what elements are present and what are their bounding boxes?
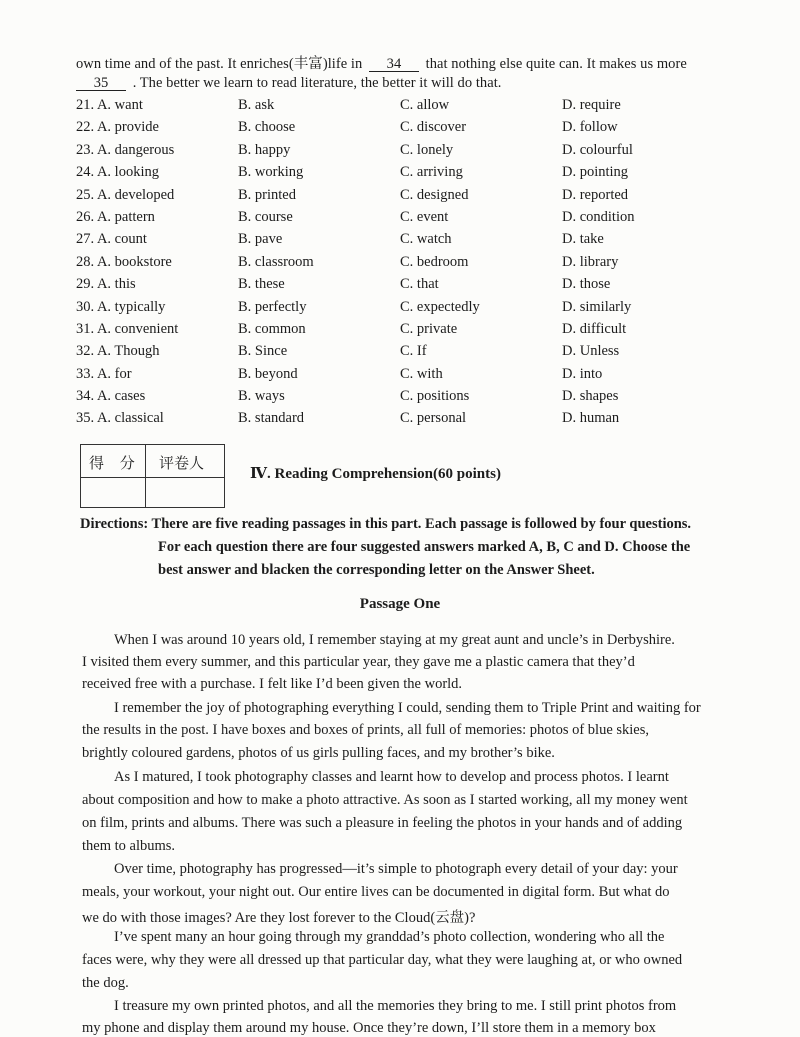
option-c: C. event: [400, 208, 449, 225]
option-b: B. perfectly: [238, 298, 307, 315]
grader-label: 评卷人: [159, 456, 205, 472]
option-d: D. those: [562, 276, 611, 293]
option-b: B. Since: [238, 343, 288, 360]
passage-line: faces were, why they were all dressed up that particular day, what they were laughing at, or who owned: [82, 952, 683, 968]
blank-35: 35: [76, 76, 126, 91]
option-b: B. common: [238, 320, 306, 337]
score-label: 得 分: [89, 456, 141, 472]
question-row: [76, 343, 756, 365]
option-d: D. library: [562, 253, 619, 270]
intro-line-1: [76, 52, 687, 73]
option-a: 33. A. for: [76, 365, 132, 382]
option-d: D. colourful: [562, 141, 633, 158]
intro-text-a: own time and of the past. It enriches(丰富)life in: [76, 56, 363, 72]
option-b: B. ways: [238, 388, 285, 405]
option-b: B. pave: [238, 231, 283, 248]
option-d: D. condition: [562, 208, 635, 225]
option-c: C. that: [400, 276, 439, 293]
question-row: [76, 231, 756, 253]
intro-text-b: that nothing else quite can. It makes us more: [425, 56, 687, 72]
option-c: C. If: [400, 343, 427, 360]
option-d: D. shapes: [562, 388, 619, 405]
option-b: B. these: [238, 276, 285, 293]
question-row: [76, 410, 756, 432]
option-a: 32. A. Though: [76, 343, 160, 360]
option-a: 30. A. typically: [76, 298, 166, 315]
passage-line: meals, your workout, your night out. Our entire lives can be documented in digital form. But what do: [82, 884, 670, 900]
question-row: [76, 299, 756, 321]
question-row: [76, 119, 756, 141]
passage-line: As I matured, I took photography classes and learnt how to develop and process photos. I learnt: [114, 769, 669, 785]
option-d: D. human: [562, 410, 620, 427]
directions-line-3: best answer and blacken the corresponding letter on the Answer Sheet.: [158, 562, 595, 578]
question-row: [76, 187, 756, 209]
question-row: [76, 254, 756, 276]
option-a: 25. A. developed: [76, 186, 175, 203]
passage-line: I remember the joy of photographing everything I could, sending them to Triple Print and waiting for: [114, 700, 701, 716]
option-d: D. reported: [562, 186, 629, 203]
intro-text-c: . The better we learn to read literature, the better it will do that.: [132, 75, 502, 91]
option-c: C. arriving: [400, 164, 463, 181]
option-d: D. similarly: [562, 298, 632, 315]
option-a: 35. A. classical: [76, 410, 164, 427]
question-row: [76, 321, 756, 343]
passage-line: the dog.: [82, 975, 129, 991]
option-d: D. difficult: [562, 320, 627, 337]
intro-line-2: [76, 75, 501, 92]
question-row: [76, 388, 756, 410]
passage-line: I treasure my own printed photos, and all the memories they bring to me. I still print photos from: [114, 998, 677, 1014]
option-a: 21. A. want: [76, 97, 143, 113]
option-d: D. Unless: [562, 343, 620, 360]
passage-line: on film, prints and albums. There was such a pleasure in feeling the photos in your hands and of adding: [82, 815, 683, 831]
option-c: C. lonely: [400, 141, 454, 158]
option-a: 27. A. count: [76, 231, 147, 248]
option-b: B. standard: [238, 410, 305, 427]
option-c: C. watch: [400, 231, 452, 248]
passage-title: Passage One: [359, 596, 441, 612]
passage-line: about composition and how to make a photo attractive. As soon as I started working, all my money went: [82, 792, 688, 808]
option-a: 22. A. provide: [76, 119, 159, 136]
passage-line: When I was around 10 years old, I remember staying at my great aunt and uncle’s in Derbyshire.: [114, 632, 675, 648]
option-c: C. expectedly: [400, 298, 480, 315]
option-a: 29. A. this: [76, 276, 136, 293]
option-c: C. allow: [400, 97, 450, 113]
passage-line: I’ve spent many an hour going through my granddad’s photo collection, wondering who all the: [114, 929, 665, 945]
option-b: B. beyond: [238, 365, 298, 382]
option-c: C. with: [400, 365, 443, 382]
question-row: [76, 276, 756, 298]
option-b: B. course: [238, 208, 293, 225]
option-a: 26. A. pattern: [76, 208, 155, 225]
question-row: [76, 209, 756, 231]
passage-line: we do with those images? Are they lost forever to the Cloud(云盘)?: [82, 910, 476, 926]
option-c: C. personal: [400, 410, 467, 427]
option-a: 28. A. bookstore: [76, 253, 172, 270]
passage-line: the results in the post. I have boxes and boxes of prints, all full of memories: photos of blue skies,: [82, 722, 650, 738]
option-c: C. private: [400, 320, 458, 337]
option-d: D. pointing: [562, 164, 629, 181]
section-title: Ⅳ. Reading Comprehension(60 points): [250, 466, 501, 482]
question-row: [76, 142, 756, 164]
option-a: 23. A. dangerous: [76, 141, 175, 158]
score-box: [80, 444, 225, 508]
option-b: B. classroom: [238, 253, 314, 270]
question-row: [76, 164, 756, 186]
option-a: 24. A. looking: [76, 164, 159, 181]
passage-line: my phone and display them around my house. Once they’re down, I’ll store them in a memory box: [82, 1020, 656, 1036]
option-b: B. ask: [238, 97, 275, 113]
passage-line: brightly coloured gardens, photos of us girls pulling faces, and my brother’s bike.: [82, 745, 555, 761]
blank-34: 34: [369, 57, 419, 72]
directions-line-2: For each question there are four suggested answers marked A, B, C and D. Choose the: [158, 539, 691, 555]
option-a: 34. A. cases: [76, 388, 146, 405]
option-d: D. follow: [562, 119, 618, 136]
option-c: C. designed: [400, 186, 469, 203]
passage-line: received free with a purchase. I felt like I’d been given the world.: [82, 676, 463, 692]
passage-line: I visited them every summer, and this particular year, they gave me a plastic camera that they’d: [82, 654, 635, 670]
question-options: [76, 97, 756, 433]
question-row: [76, 97, 756, 119]
option-c: C. positions: [400, 388, 470, 405]
option-b: B. working: [238, 164, 304, 181]
option-b: B. printed: [238, 186, 296, 203]
option-b: B. choose: [238, 119, 296, 136]
directions-line-1: Directions: There are five reading passages in this part. Each passage is followed by four questions.: [80, 516, 692, 532]
passage-line: Over time, photography has progressed—it’s simple to photograph every detail of your day: your: [114, 861, 678, 877]
question-row: [76, 366, 756, 388]
option-a: 31. A. convenient: [76, 320, 179, 337]
passage-line: them to albums.: [82, 838, 176, 854]
option-c: C. bedroom: [400, 253, 469, 270]
option-d: D. into: [562, 365, 603, 382]
option-d: D. take: [562, 231, 604, 248]
option-b: B. happy: [238, 141, 291, 158]
option-c: C. discover: [400, 119, 467, 136]
option-d: D. require: [562, 97, 621, 113]
